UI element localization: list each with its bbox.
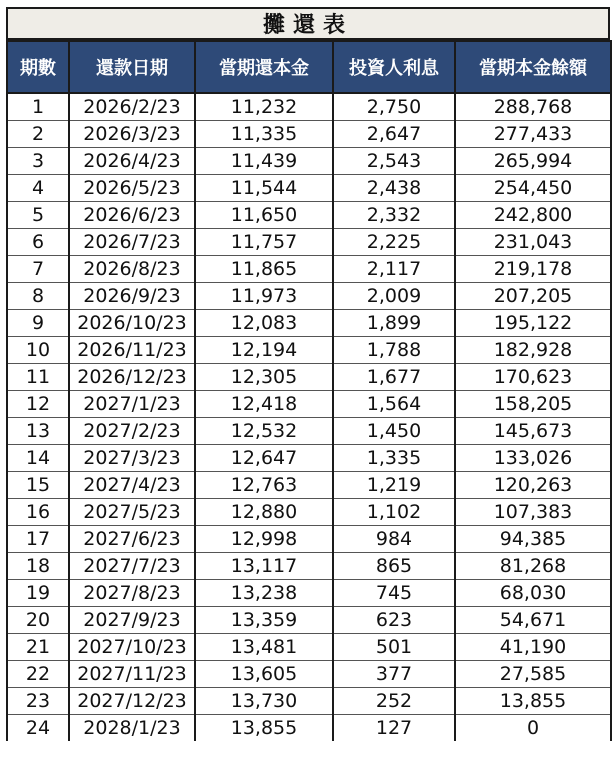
investor-interest-cell: 1,335 <box>333 445 455 472</box>
investor-interest-cell: 127 <box>333 715 455 742</box>
period-cell: 5 <box>7 202 69 229</box>
investor-interest-cell: 2,332 <box>333 202 455 229</box>
principal-paid-cell: 11,439 <box>195 148 333 175</box>
investor-interest-cell: 2,117 <box>333 256 455 283</box>
table-row <box>7 607 611 634</box>
principal-paid-cell: 12,880 <box>195 499 333 526</box>
table-row <box>7 715 611 742</box>
period-cell: 6 <box>7 229 69 256</box>
table-row <box>7 634 611 661</box>
repay-date-cell: 2028/1/23 <box>69 715 195 742</box>
table-row <box>7 418 611 445</box>
principal-balance-cell: 254,450 <box>455 175 611 202</box>
period-cell: 9 <box>7 310 69 337</box>
principal-paid-cell: 13,359 <box>195 607 333 634</box>
investor-interest-cell: 2,543 <box>333 148 455 175</box>
principal-paid-cell: 12,763 <box>195 472 333 499</box>
period-cell: 23 <box>7 688 69 715</box>
table-row <box>7 93 611 121</box>
principal-balance-cell: 242,800 <box>455 202 611 229</box>
investor-interest-cell: 2,225 <box>333 229 455 256</box>
principal-balance-cell: 182,928 <box>455 337 611 364</box>
period-cell: 18 <box>7 553 69 580</box>
investor-interest-cell: 501 <box>333 634 455 661</box>
principal-balance-cell: 207,205 <box>455 283 611 310</box>
repay-date-cell: 2026/12/23 <box>69 364 195 391</box>
principal-balance-cell: 94,385 <box>455 526 611 553</box>
investor-interest-cell: 1,219 <box>333 472 455 499</box>
repay-date-cell: 2027/2/23 <box>69 418 195 445</box>
header-row <box>7 41 611 93</box>
table-row <box>7 364 611 391</box>
principal-paid-cell: 13,481 <box>195 634 333 661</box>
repay-date-cell: 2026/3/23 <box>69 121 195 148</box>
period-cell: 3 <box>7 148 69 175</box>
repay-date-cell: 2027/12/23 <box>69 688 195 715</box>
period-cell: 19 <box>7 580 69 607</box>
principal-balance-cell: 0 <box>455 715 611 742</box>
repay-date-cell: 2027/5/23 <box>69 499 195 526</box>
principal-balance-cell: 170,623 <box>455 364 611 391</box>
principal-balance-cell: 120,263 <box>455 472 611 499</box>
table-row <box>7 121 611 148</box>
principal-paid-cell: 11,335 <box>195 121 333 148</box>
investor-interest-cell: 2,750 <box>333 93 455 121</box>
investor-interest-cell: 2,438 <box>333 175 455 202</box>
principal-paid-cell: 13,117 <box>195 553 333 580</box>
period-cell: 4 <box>7 175 69 202</box>
header-principal-balance: 當期本金餘額 <box>455 41 611 93</box>
principal-balance-cell: 107,383 <box>455 499 611 526</box>
principal-paid-cell: 12,418 <box>195 391 333 418</box>
investor-interest-cell: 1,450 <box>333 418 455 445</box>
principal-balance-cell: 13,855 <box>455 688 611 715</box>
sheet-title: 攤還表 <box>6 7 610 40</box>
principal-paid-cell: 11,544 <box>195 175 333 202</box>
amortization-table <box>6 40 612 741</box>
investor-interest-cell: 1,677 <box>333 364 455 391</box>
principal-paid-cell: 12,194 <box>195 337 333 364</box>
investor-interest-cell: 1,102 <box>333 499 455 526</box>
table-row <box>7 688 611 715</box>
repay-date-cell: 2026/4/23 <box>69 148 195 175</box>
repay-date-cell: 2027/1/23 <box>69 391 195 418</box>
investor-interest-cell: 745 <box>333 580 455 607</box>
investor-interest-cell: 1,788 <box>333 337 455 364</box>
principal-balance-cell: 145,673 <box>455 418 611 445</box>
table-row <box>7 148 611 175</box>
repay-date-cell: 2026/7/23 <box>69 229 195 256</box>
table-row <box>7 202 611 229</box>
period-cell: 20 <box>7 607 69 634</box>
repay-date-cell: 2026/10/23 <box>69 310 195 337</box>
period-cell: 1 <box>7 93 69 121</box>
table-row <box>7 229 611 256</box>
principal-paid-cell: 12,305 <box>195 364 333 391</box>
principal-balance-cell: 68,030 <box>455 580 611 607</box>
principal-balance-cell: 27,585 <box>455 661 611 688</box>
investor-interest-cell: 2,647 <box>333 121 455 148</box>
principal-balance-cell: 133,026 <box>455 445 611 472</box>
principal-paid-cell: 12,647 <box>195 445 333 472</box>
table-row <box>7 310 611 337</box>
repay-date-cell: 2026/9/23 <box>69 283 195 310</box>
repay-date-cell: 2026/5/23 <box>69 175 195 202</box>
principal-paid-cell: 11,232 <box>195 93 333 121</box>
period-cell: 17 <box>7 526 69 553</box>
header-principal-paid: 當期還本金 <box>195 41 333 93</box>
period-cell: 16 <box>7 499 69 526</box>
period-cell: 13 <box>7 418 69 445</box>
principal-balance-cell: 265,994 <box>455 148 611 175</box>
principal-paid-cell: 12,532 <box>195 418 333 445</box>
principal-paid-cell: 11,865 <box>195 256 333 283</box>
principal-balance-cell: 54,671 <box>455 607 611 634</box>
period-cell: 24 <box>7 715 69 742</box>
repay-date-cell: 2026/2/23 <box>69 93 195 121</box>
investor-interest-cell: 865 <box>333 553 455 580</box>
principal-balance-cell: 158,205 <box>455 391 611 418</box>
investor-interest-cell: 252 <box>333 688 455 715</box>
repay-date-cell: 2026/6/23 <box>69 202 195 229</box>
principal-balance-cell: 41,190 <box>455 634 611 661</box>
period-cell: 22 <box>7 661 69 688</box>
repay-date-cell: 2027/10/23 <box>69 634 195 661</box>
header-investor-interest: 投資人利息 <box>333 41 455 93</box>
repay-date-cell: 2027/8/23 <box>69 580 195 607</box>
repay-date-cell: 2027/3/23 <box>69 445 195 472</box>
period-cell: 10 <box>7 337 69 364</box>
table-body <box>7 93 611 741</box>
period-cell: 7 <box>7 256 69 283</box>
repay-date-cell: 2027/11/23 <box>69 661 195 688</box>
table-row <box>7 283 611 310</box>
period-cell: 12 <box>7 391 69 418</box>
principal-paid-cell: 13,730 <box>195 688 333 715</box>
principal-balance-cell: 231,043 <box>455 229 611 256</box>
table-row <box>7 445 611 472</box>
table-row <box>7 661 611 688</box>
repay-date-cell: 2027/6/23 <box>69 526 195 553</box>
table-row <box>7 580 611 607</box>
period-cell: 15 <box>7 472 69 499</box>
table-row <box>7 337 611 364</box>
repay-date-cell: 2026/11/23 <box>69 337 195 364</box>
investor-interest-cell: 984 <box>333 526 455 553</box>
table-row <box>7 256 611 283</box>
principal-balance-cell: 288,768 <box>455 93 611 121</box>
repay-date-cell: 2027/7/23 <box>69 553 195 580</box>
period-cell: 8 <box>7 283 69 310</box>
table-row <box>7 472 611 499</box>
principal-balance-cell: 219,178 <box>455 256 611 283</box>
investor-interest-cell: 623 <box>333 607 455 634</box>
amortization-sheet <box>6 7 610 772</box>
period-cell: 2 <box>7 121 69 148</box>
principal-paid-cell: 12,083 <box>195 310 333 337</box>
principal-paid-cell: 11,650 <box>195 202 333 229</box>
table-row <box>7 499 611 526</box>
investor-interest-cell: 1,899 <box>333 310 455 337</box>
investor-interest-cell: 2,009 <box>333 283 455 310</box>
investor-interest-cell: 1,564 <box>333 391 455 418</box>
table-row <box>7 391 611 418</box>
repay-date-cell: 2027/9/23 <box>69 607 195 634</box>
principal-balance-cell: 277,433 <box>455 121 611 148</box>
header-repay-date: 還款日期 <box>69 41 195 93</box>
repay-date-cell: 2026/8/23 <box>69 256 195 283</box>
period-cell: 11 <box>7 364 69 391</box>
table-row <box>7 175 611 202</box>
table-row <box>7 553 611 580</box>
principal-balance-cell: 81,268 <box>455 553 611 580</box>
period-cell: 21 <box>7 634 69 661</box>
principal-balance-cell: 195,122 <box>455 310 611 337</box>
principal-paid-cell: 13,238 <box>195 580 333 607</box>
principal-paid-cell: 12,998 <box>195 526 333 553</box>
investor-interest-cell: 377 <box>333 661 455 688</box>
principal-paid-cell: 13,855 <box>195 715 333 742</box>
principal-paid-cell: 13,605 <box>195 661 333 688</box>
table-row <box>7 526 611 553</box>
principal-paid-cell: 11,757 <box>195 229 333 256</box>
principal-paid-cell: 11,973 <box>195 283 333 310</box>
repay-date-cell: 2027/4/23 <box>69 472 195 499</box>
period-cell: 14 <box>7 445 69 472</box>
header-period: 期數 <box>7 41 69 93</box>
